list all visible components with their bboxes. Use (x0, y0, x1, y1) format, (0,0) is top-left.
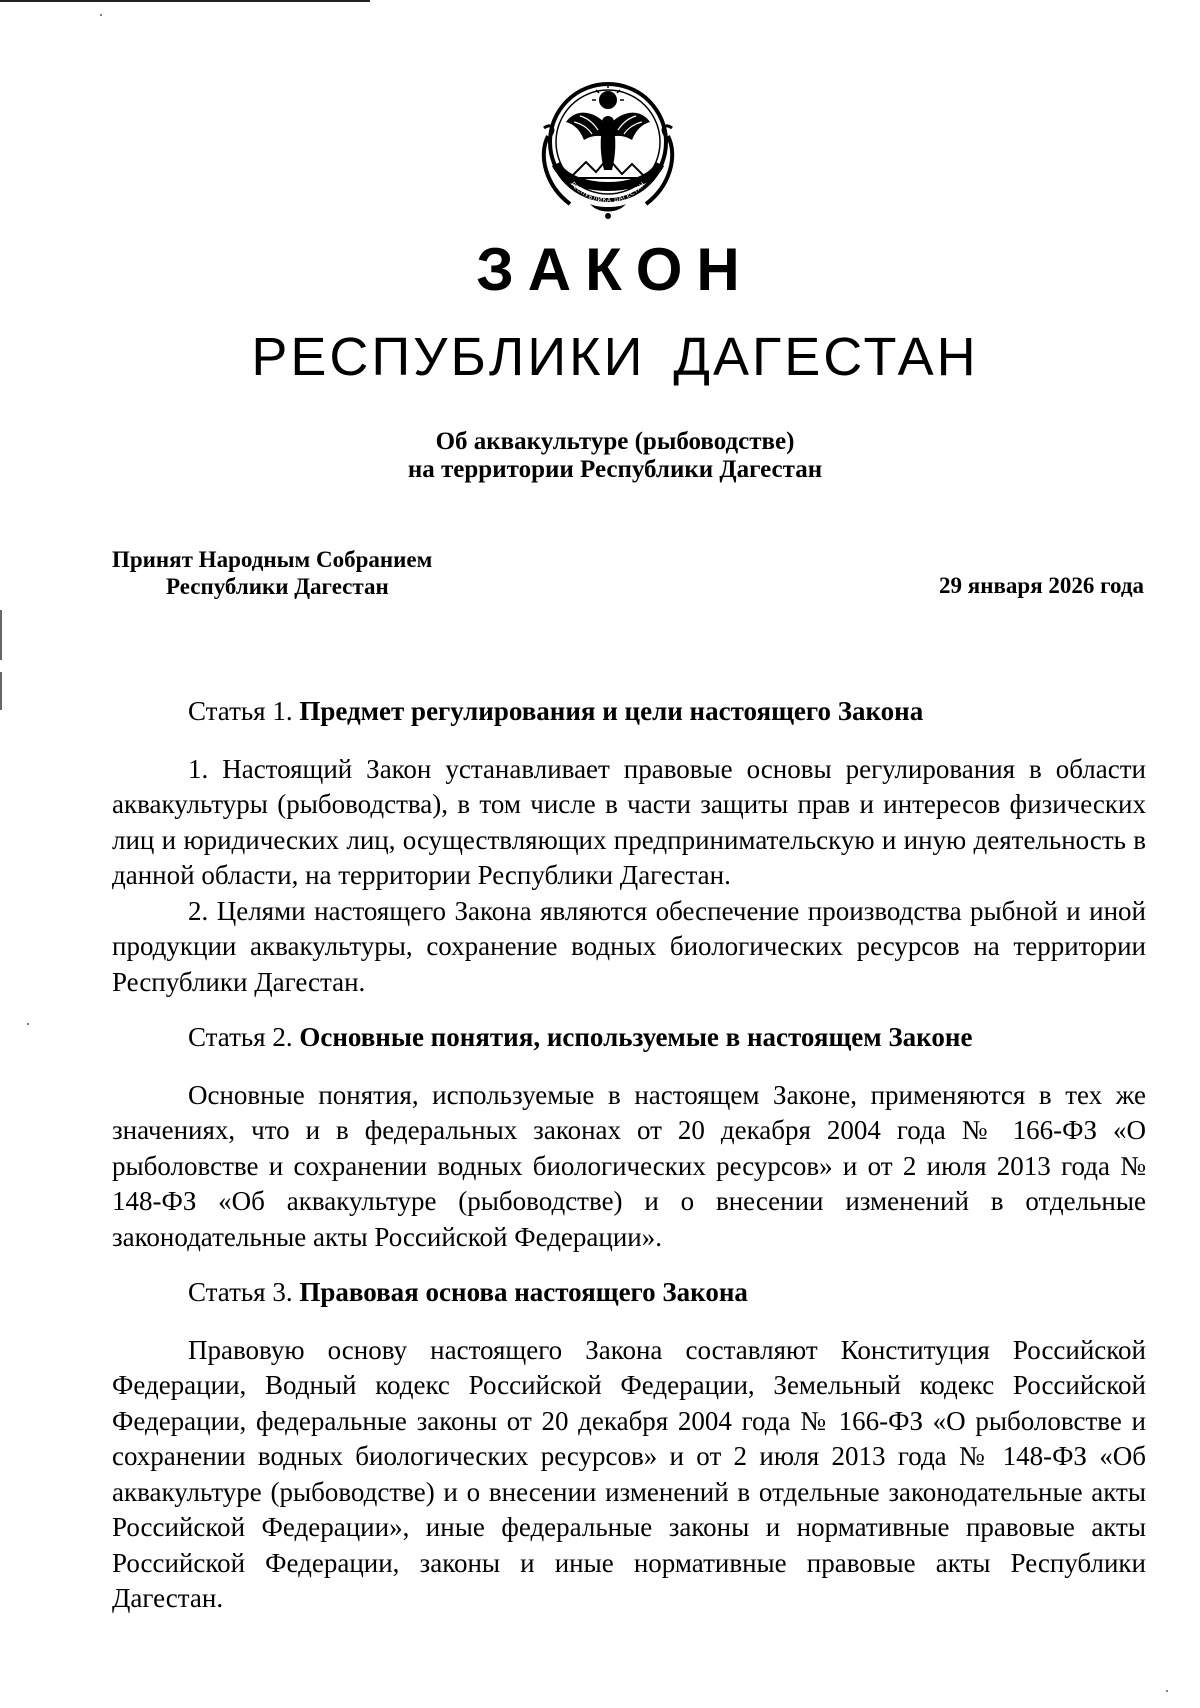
article-paragraph: 1. Настоящий Закон устанавливает правовые основы регулирования в области аквакультуры (рыбоводства), в том числе в части защиты прав и интересов физических лиц и юридических лиц, осуществляющих предпринимательскую и иную деятельность в данной области, на территории Республики Дагестан. (112, 753, 1146, 890)
adoption-line: Республики Дагестан (166, 574, 389, 599)
document-body (112, 694, 1146, 1617)
article-heading (112, 694, 1146, 730)
scan-speck (1166, 1690, 1168, 1692)
article-title: Основные понятия, используемые в настоящем Законе (299, 1022, 973, 1052)
article-paragraph: Правовую основу настоящего Закона составляют Конституция Российской Федерации, Водный кодекс Российской Федерации, Земельный кодекс Российской Федерации, федеральные законы от 20 декабря 2004 года № 166-ФЗ «О рыболовстве и сохранении водных биологических ресурсов» и от 2 июля 2013 года № 148-ФЗ «Об аквакультуре (рыбоводстве) и о внесении изменений в отдельные законодательные акты Российской Федерации», иные федеральные законы и нормативные правовые акты Российской Федерации, законы и иные нормативные правовые акты Республики Дагестан. (112, 1334, 1146, 1613)
adoption-date: 29 января 2026 года (939, 573, 1144, 598)
adoption-line: Принят Народным Собранием (112, 547, 433, 572)
law-name-line: Об аквакультуре (рыбоводстве) (435, 428, 795, 455)
scan-margin-mark (0, 610, 2, 660)
scan-margin-mark (0, 672, 2, 710)
adoption-block (112, 546, 432, 600)
article-heading (112, 1020, 1146, 1056)
article-label: Статья 1. (188, 696, 293, 726)
article-label: Статья 2. (188, 1022, 293, 1052)
article-paragraph: Основные понятия, используемые в настоящем Законе, применяются в тех же значениях, что и в федеральных законах от 20 декабря 2004 года № 166-ФЗ «О рыболовстве и сохранении водных биологических ресурсов» и от 2 июля 2013 года № 148-ФЗ «Об аквакультуре (рыбоводстве) и о внесении изменений в отдельные законодательные акты Российской Федерации». (112, 1079, 1146, 1252)
svg-text:РЕСПУБЛИКА ДАГЕСТАН: РЕСПУБЛИКА ДАГЕСТАН (569, 180, 647, 205)
law-name (0, 428, 1200, 484)
document-subtitle: РЕСПУБЛИКИ ДАГЕСТАН (251, 327, 979, 387)
article-title: Правовая основа настоящего Закона (299, 1277, 748, 1307)
law-name-line: на территории Республики Дагестан (407, 456, 823, 483)
article-paragraph: 2. Целями настоящего Закона являются обеспечение производства рыбной и иной продукции аквакультуры, сохранение водных биологических ресурсов на территории Республики Дагестан. (112, 895, 1146, 997)
dagestan-coat-of-arms-icon (530, 66, 686, 222)
document-title: ЗАКОН (476, 236, 754, 303)
article-heading (112, 1275, 1146, 1311)
scan-speck (100, 14, 102, 16)
article-label: Статья 3. (188, 1277, 293, 1307)
scan-speck (27, 1023, 29, 1025)
article-title: Предмет регулирования и цели настоящего Закона (299, 696, 924, 726)
scan-edge-line (0, 0, 370, 2)
